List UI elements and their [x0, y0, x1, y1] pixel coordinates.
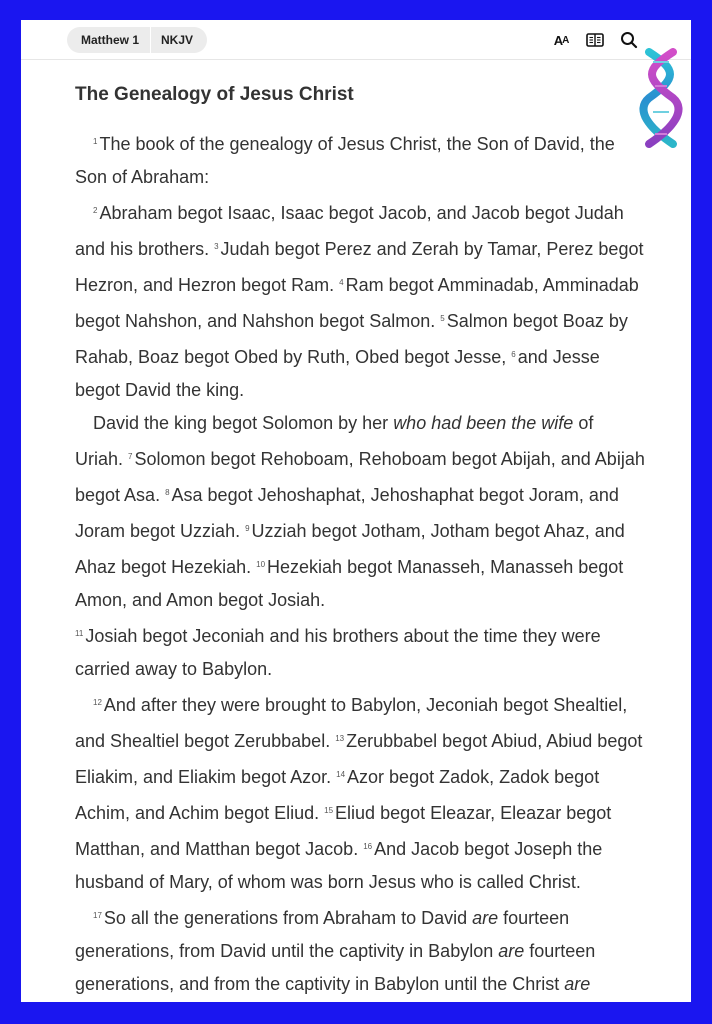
font-size-letter-small: A	[562, 34, 569, 46]
verse-number[interactable]: 17	[93, 911, 102, 920]
font-size-icon[interactable]	[551, 30, 571, 50]
verse-text: Eliud begot Eleazar, Eleazar begot Matthan, and Matthan begot Jacob.	[75, 803, 612, 859]
italic-text: who had been the wife	[393, 413, 574, 433]
verse-text: Azor begot Zadok, Zadok begot Achim, and Achim begot Eliud.	[75, 767, 600, 823]
search-icon[interactable]	[619, 30, 639, 50]
italic-text: are	[472, 908, 499, 928]
verse-text: Salmon begot Boaz by Rahab, Boaz begot Obed by Ruth, Obed begot Jesse,	[75, 311, 628, 367]
verse-number[interactable]: 15	[324, 806, 334, 815]
verse-text: The book of the genealogy of Jesus Christ, the Son of David, the Son of Abraham:	[75, 134, 615, 187]
verse-text: fourteen generations, and from the captivity in Babylon until the Christ	[75, 941, 596, 994]
verse-number[interactable]: 9	[245, 524, 250, 533]
verse-number[interactable]: 6	[511, 350, 516, 359]
verse-text: Ram begot Amminadab, Amminadab begot Nahshon, and Nahshon begot Salmon.	[75, 275, 639, 331]
scripture-paragraph	[75, 899, 645, 1001]
scripture-paragraph	[75, 125, 645, 194]
chapter-button[interactable]: Matthew 1	[81, 33, 140, 47]
italic-text: are	[498, 941, 525, 961]
verse-text: Abraham begot Isaac, Isaac begot Jacob, and Jacob begot Judah and his brothers.	[75, 203, 624, 259]
verse-text: Solomon begot Rehoboam, Rehoboam begot Abijah, and Abijah begot Asa.	[75, 449, 645, 505]
verse-text: So all the generations from Abraham to David	[103, 908, 473, 928]
version-button[interactable]: NKJV	[161, 33, 194, 47]
verse-text: Judah begot Perez and Zerah by Tamar, Perez begot Hezron, and Hezron begot Ram.	[75, 239, 644, 295]
verse-text: And Jacob begot Joseph the husband of Mary, of whom was born Jesus who is called Christ.	[75, 839, 603, 892]
verse-number[interactable]: 5	[440, 314, 445, 323]
verse-number[interactable]: 12	[93, 698, 102, 707]
verse-number[interactable]: 10	[256, 560, 266, 569]
verse-text: of Uriah.	[75, 413, 594, 469]
scripture-paragraph	[75, 686, 645, 899]
verse-number[interactable]: 11	[75, 629, 84, 638]
section-heading: The Genealogy of Jesus Christ	[75, 84, 354, 105]
dna-helix-icon[interactable]	[639, 48, 683, 148]
verse-text: Uzziah begot Jotham, Jotham begot Ahaz, and Ahaz begot Hezekiah.	[75, 521, 625, 577]
italic-text: are	[564, 974, 591, 994]
verse-number[interactable]: 2	[93, 206, 98, 215]
reader-window	[21, 20, 691, 1002]
verse-text: David the king begot Solomon by her	[93, 413, 394, 433]
scripture-paragraph	[75, 194, 645, 407]
verse-text: Hezekiah begot Manasseh, Manasseh begot Amon, and Amon begot Josiah.	[75, 557, 624, 610]
verse-text: Josiah begot Jeconiah and his brothers about the time they were carried away to Babylon.	[75, 626, 601, 679]
chapter-content	[75, 60, 645, 1001]
scripture-text	[75, 125, 645, 1001]
verse-number[interactable]: 7	[128, 452, 133, 461]
font-size-letter-large: A	[553, 32, 563, 48]
toolbar	[551, 30, 639, 50]
scripture-paragraph	[75, 407, 645, 617]
verse-number[interactable]: 3	[214, 242, 219, 251]
verse-text: and Jesse begot David the king.	[75, 347, 600, 400]
verse-number[interactable]: 14	[336, 770, 346, 779]
verse-text: Asa begot Jehoshaphat, Jehoshaphat begot Joram, and Joram begot Uzziah.	[75, 485, 619, 541]
verse-text: And after they were brought to Babylon, Jeconiah begot Shealtiel, and Shealtiel begot Zerubbabel.	[75, 695, 628, 751]
scripture-paragraph	[75, 617, 645, 686]
top-bar	[21, 20, 691, 60]
verse-number[interactable]: 13	[335, 734, 345, 743]
verse-text: fourteen generations, from David until the captivity in Babylon	[75, 908, 570, 961]
verse-number[interactable]: 4	[339, 278, 344, 287]
book-icon[interactable]	[585, 30, 605, 50]
verse-number[interactable]: 1	[93, 137, 98, 146]
verse-number[interactable]: 16	[363, 842, 373, 851]
verse-number[interactable]: 8	[165, 488, 170, 497]
passage-selector	[67, 27, 207, 53]
verse-text: Zerubbabel begot Abiud, Abiud begot Eliakim, and Eliakim begot Azor.	[75, 731, 643, 787]
